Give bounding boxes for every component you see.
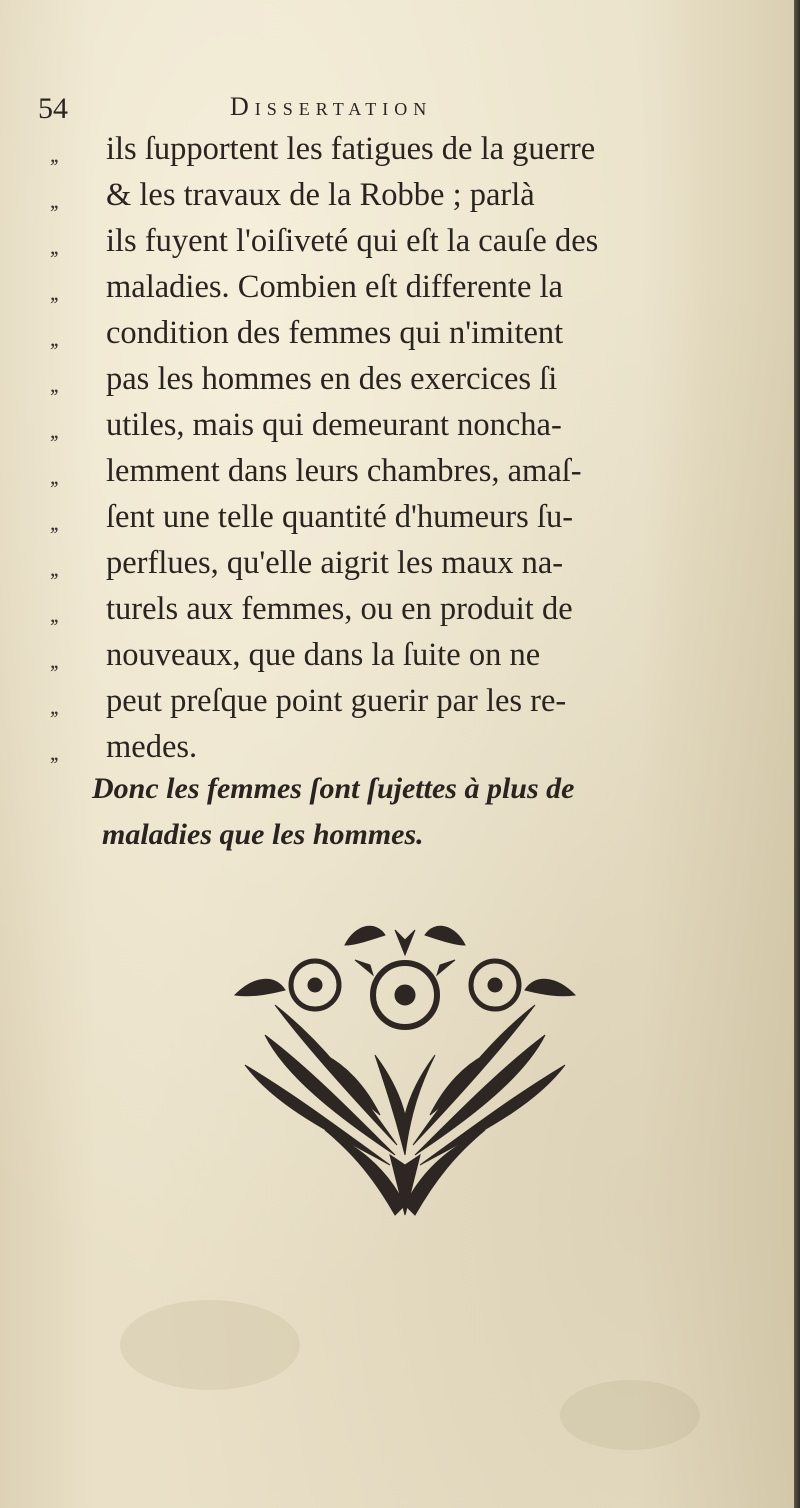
quote-mark: ,, [50, 602, 57, 627]
quote-mark: ,, [50, 418, 57, 443]
quote-mark: ,, [50, 326, 57, 351]
line-text: & les travaux de la Robbe ; parlà [106, 177, 535, 213]
quote-mark: ,, [50, 280, 57, 305]
line-text: peut preſque point guerir par les re- [106, 683, 567, 719]
quote-mark: ,, [50, 694, 57, 719]
text-line [50, 218, 770, 264]
conclusion-line: maladies que les hommes. [102, 818, 424, 851]
conclusion [92, 766, 772, 858]
line-text: ils ſupportent les fatigues de la guerre [106, 131, 596, 167]
text-line [50, 494, 770, 540]
line-text: perflues, qu'elle aigrit les maux na- [106, 545, 564, 581]
text-line [50, 402, 770, 448]
text-line [50, 172, 770, 218]
quote-mark: ,, [50, 740, 57, 765]
text-line [50, 264, 770, 310]
line-text: pas les hommes en des exercices ſi [106, 361, 558, 397]
line-text: nouveaux, que dans la ſuite on ne [106, 637, 541, 673]
line-text: turels aux femmes, ou en produit de [106, 591, 573, 627]
text-line [50, 632, 770, 678]
line-text: maladies. Combien eſt differente la [106, 269, 563, 305]
line-text: condition des femmes qui n'imitent [106, 315, 564, 351]
text-line [50, 540, 770, 586]
body-text [50, 126, 770, 770]
text-line [50, 356, 770, 402]
line-text: ſent une telle quantité d'humeurs ſu- [106, 499, 574, 535]
text-line [50, 448, 770, 494]
quote-mark: ,, [50, 142, 57, 167]
quote-mark: ,, [50, 372, 57, 397]
text-line [50, 724, 770, 770]
running-title: Dissertation [230, 92, 433, 121]
text-line [50, 586, 770, 632]
paper-stain [560, 1380, 700, 1450]
conclusion-line: Donc les femmes ſont ſujettes à plus de [92, 772, 575, 805]
line-text: ils fuyent l'oiſiveté qui eſt la cauſe des [106, 223, 599, 259]
text-line [50, 310, 770, 356]
paper-stain [120, 1300, 300, 1390]
quote-mark: ,, [50, 464, 57, 489]
quote-mark: ,, [50, 648, 57, 673]
page-edge [794, 0, 800, 1508]
quote-mark: ,, [50, 234, 57, 259]
quote-mark: ,, [50, 188, 57, 213]
text-line [50, 678, 770, 724]
quote-mark: ,, [50, 556, 57, 581]
quote-mark: ,, [50, 510, 57, 535]
floral-vignette-icon [205, 915, 605, 1235]
page-number: 54 [38, 92, 68, 125]
page-header [38, 82, 738, 125]
text-line [50, 126, 770, 172]
line-text: utiles, mais qui demeurant noncha- [106, 407, 562, 443]
line-text: medes. [106, 729, 198, 765]
line-text: lemment dans leurs chambres, amaſ- [106, 453, 582, 489]
